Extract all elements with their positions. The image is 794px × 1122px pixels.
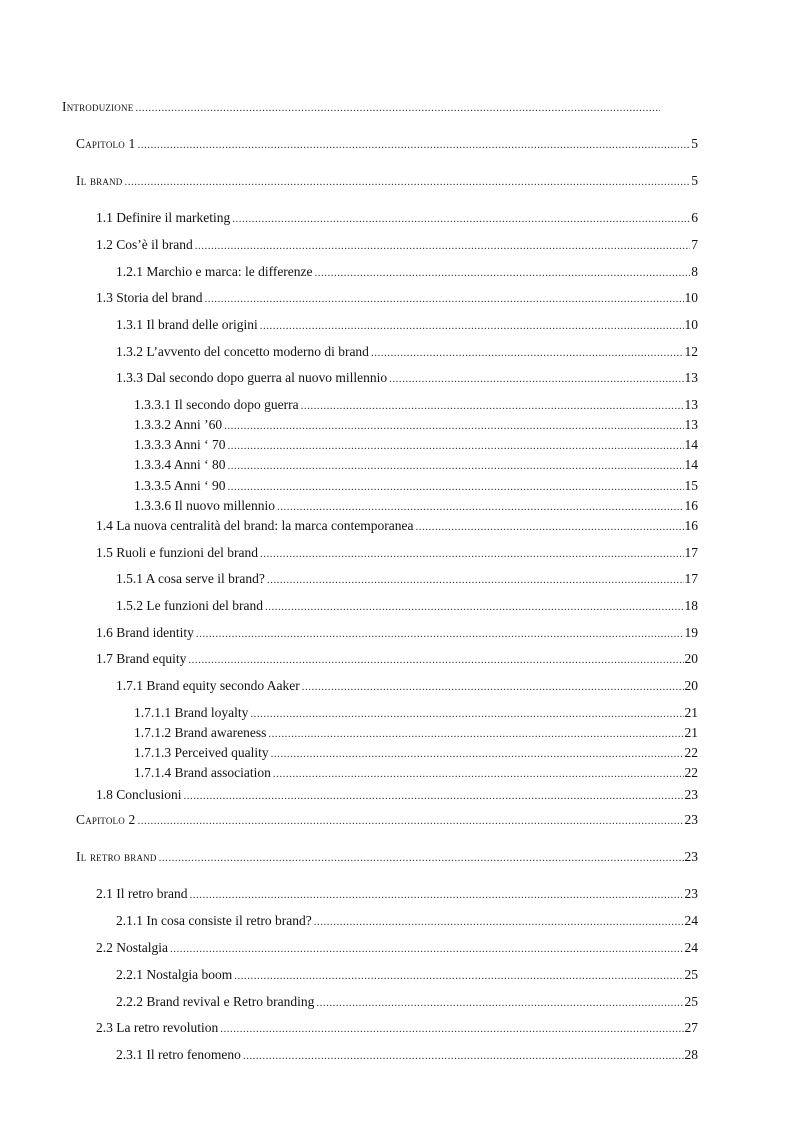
- toc-leader-dots: [302, 678, 684, 696]
- toc-entry: [116, 369, 698, 387]
- toc-leader-dots: [315, 264, 691, 282]
- toc-entry-label: 1.3.3 Dal secondo dopo guerra al nuovo millennio: [116, 370, 388, 385]
- toc-entry-page: 12: [684, 344, 698, 359]
- toc-leader-dots: [234, 967, 683, 985]
- toc-entry: [116, 316, 698, 334]
- toc-entry-page: 21: [684, 725, 698, 740]
- toc-entry: [134, 456, 698, 474]
- toc-entry-page: 14: [684, 437, 698, 452]
- toc-leader-dots: [371, 344, 684, 362]
- toc-entry: [96, 517, 698, 535]
- toc-entry: [96, 885, 698, 903]
- toc-entry-label: Capitolo 1: [76, 136, 136, 151]
- toc-entry-page: 17: [684, 545, 698, 560]
- toc-entry-page: 10: [684, 290, 698, 305]
- toc-leader-dots: [301, 397, 684, 415]
- toc-entry-page: 19: [684, 625, 698, 640]
- toc-entry: [96, 236, 698, 254]
- toc-leader-dots: [196, 625, 684, 643]
- toc-leader-dots: [314, 913, 684, 931]
- toc-entry-page: 7: [691, 237, 698, 252]
- toc-entry-page: 27: [684, 1020, 698, 1035]
- toc-entry-label: 1.4 La nuova centralità del brand: la marca contemporanea: [96, 518, 414, 533]
- toc-entry-label: 1.8 Conclusioni: [96, 787, 182, 802]
- toc-entry-label: 1.1 Definire il marketing: [96, 210, 231, 225]
- toc-leader-dots: [188, 651, 683, 669]
- toc-entry-page: 25: [684, 994, 698, 1009]
- toc-entry-label: 2.3 La retro revolution: [96, 1020, 219, 1035]
- toc-entry: [96, 1019, 698, 1037]
- toc-entry-page: 22: [684, 745, 698, 760]
- toc-entry-page: 18: [684, 598, 698, 613]
- toc-entry-page: 20: [684, 651, 698, 666]
- toc-entry-il-brand: [76, 172, 698, 190]
- toc-leader-dots: [260, 317, 684, 335]
- toc-entry-label: 1.3.3.6 Il nuovo millennio: [134, 498, 275, 513]
- toc-leader-dots: [243, 1047, 684, 1065]
- toc-entry-label: 2.1 Il retro brand: [96, 886, 188, 901]
- toc-entry-page: 20: [684, 678, 698, 693]
- toc-entry-page: 22: [684, 765, 698, 780]
- toc-entry-label: 1.3.3.2 Anni ’60: [134, 417, 223, 432]
- toc-entry: [134, 436, 698, 454]
- toc-entry-page: 16: [684, 498, 698, 513]
- toc-entry: [96, 939, 698, 957]
- toc-entry-page: 13: [684, 397, 698, 412]
- toc-entry-label: Il brand: [76, 173, 123, 188]
- toc-entry-page: 15: [684, 478, 698, 493]
- toc-leader-dots: [228, 457, 684, 475]
- toc-entry: [116, 263, 698, 281]
- toc-leader-dots: [124, 173, 690, 191]
- toc-leader-dots: [204, 290, 683, 308]
- toc-entry-label: 2.3.1 Il retro fenomeno: [116, 1047, 241, 1062]
- toc-entry-page: 23: [684, 787, 698, 802]
- toc-entry-label: 2.1.1 In cosa consiste il retro brand?: [116, 913, 312, 928]
- toc-entry-label: 2.2.1 Nostalgia boom: [116, 967, 233, 982]
- toc-leader-dots: [137, 812, 683, 830]
- toc-leader-dots: [170, 940, 684, 958]
- toc-entry-label: 1.5.2 Le funzioni del brand: [116, 598, 263, 613]
- toc-entry: [96, 209, 698, 227]
- toc-entry-label: Capitolo 2: [76, 812, 136, 827]
- toc-entry-page: 10: [684, 317, 698, 332]
- toc-entry: [116, 912, 698, 930]
- toc-entry-page: 17: [684, 571, 698, 586]
- toc-entry-capitolo-1: [76, 135, 698, 153]
- toc-entry-page: 16: [684, 518, 698, 533]
- toc-entry-label: 1.3.3.1 Il secondo dopo guerra: [134, 397, 299, 412]
- toc-entry: [116, 993, 698, 1011]
- toc-entry: [96, 624, 698, 642]
- toc-entry: [96, 544, 698, 562]
- toc-entry-label: 1.7.1.3 Perceived quality: [134, 745, 269, 760]
- toc-entry: [134, 416, 698, 434]
- toc-entry-page: 5: [691, 136, 698, 151]
- toc-leader-dots: [189, 886, 683, 904]
- toc-entry: [134, 396, 698, 414]
- toc-entry-label: 1.3.1 Il brand delle origini: [116, 317, 258, 332]
- toc-entry-label: 1.2 Cos’è il brand: [96, 237, 193, 252]
- toc-entry-label: 1.3.3.5 Anni ‘ 90: [134, 478, 226, 493]
- toc-entry: [116, 343, 698, 361]
- toc-leader-dots: [389, 370, 683, 388]
- toc-leader-dots: [316, 994, 683, 1012]
- toc-leader-dots: [135, 99, 660, 117]
- toc-entry-introduzione: [62, 98, 660, 116]
- toc-leader-dots: [159, 849, 684, 867]
- toc-leader-dots: [250, 705, 683, 723]
- toc-entry: [96, 786, 698, 804]
- toc-entry-label: 1.3.3.3 Anni ‘ 70: [134, 437, 226, 452]
- toc-entry: [134, 497, 698, 515]
- toc-entry: [96, 289, 698, 307]
- toc-entry-label: 1.5 Ruoli e funzioni del brand: [96, 545, 258, 560]
- toc-entry-label: 1.2.1 Marchio e marca: le differenze: [116, 264, 313, 279]
- toc-leader-dots: [184, 787, 684, 805]
- toc-entry-page: 5: [691, 173, 698, 188]
- toc-entry: [116, 597, 698, 615]
- toc-entry-page: 14: [684, 457, 698, 472]
- toc-entry-page: 8: [691, 264, 698, 279]
- toc-entry-label: 1.7.1.4 Brand association: [134, 765, 271, 780]
- toc-entry: [96, 650, 698, 668]
- toc-leader-dots: [271, 745, 684, 763]
- toc-entry-capitolo-2: [76, 811, 698, 829]
- toc-entry-page: 23: [684, 849, 698, 864]
- toc-entry-label: 2.2.2 Brand revival e Retro branding: [116, 994, 315, 1009]
- toc-entry-label: Introduzione: [62, 99, 134, 114]
- toc-leader-dots: [267, 571, 684, 589]
- toc-entry: [134, 704, 698, 722]
- toc-entry-page: 28: [684, 1047, 698, 1062]
- toc-leader-dots: [277, 498, 684, 516]
- toc-entry-page: 13: [684, 417, 698, 432]
- toc-entry: [134, 764, 698, 782]
- toc-entry-label: Il retro brand: [76, 849, 157, 864]
- toc-entry-page: 25: [684, 967, 698, 982]
- toc-entry: [134, 477, 698, 495]
- toc-entry-label: 1.3 Storia del brand: [96, 290, 203, 305]
- toc-entry-label: 1.7.1.1 Brand loyalty: [134, 705, 249, 720]
- toc-leader-dots: [273, 765, 684, 783]
- toc-entry-page: 23: [684, 812, 698, 827]
- toc-entry-il-retro-brand: [76, 848, 698, 866]
- toc-entry: [116, 1046, 698, 1064]
- toc-leader-dots: [260, 545, 684, 563]
- toc-entry: [116, 677, 698, 695]
- toc-entry-page: 21: [684, 705, 698, 720]
- toc-leader-dots: [137, 136, 690, 154]
- toc-entry-label: 1.3.3.4 Anni ‘ 80: [134, 457, 226, 472]
- toc-leader-dots: [232, 210, 690, 228]
- toc-entry: [134, 724, 698, 742]
- toc-leader-dots: [268, 725, 683, 743]
- toc-entry-label: 1.6 Brand identity: [96, 625, 194, 640]
- toc-entry-label: 1.5.1 A cosa serve il brand?: [116, 571, 265, 586]
- toc-leader-dots: [228, 437, 684, 455]
- toc-entry-page: 24: [684, 913, 698, 928]
- toc-entry-page: 6: [691, 210, 698, 225]
- toc-entry-label: 1.7.1 Brand equity secondo Aaker: [116, 678, 300, 693]
- toc-entry: [116, 570, 698, 588]
- toc-leader-dots: [265, 598, 684, 616]
- toc-entry-page: 23: [684, 886, 698, 901]
- toc-leader-dots: [195, 237, 691, 255]
- toc-entry-label: 1.7 Brand equity: [96, 651, 187, 666]
- toc-leader-dots: [228, 478, 684, 496]
- toc-leader-dots: [224, 417, 683, 435]
- toc-entry-page: 13: [684, 370, 698, 385]
- toc-entry: [134, 744, 698, 762]
- toc-leader-dots: [220, 1020, 683, 1038]
- toc-leader-dots: [415, 518, 683, 536]
- toc-entry-label: 1.3.2 L’avvento del concetto moderno di brand: [116, 344, 369, 359]
- toc-entry-label: 2.2 Nostalgia: [96, 940, 168, 955]
- toc-entry-page: 24: [684, 940, 698, 955]
- toc-entry: [116, 966, 698, 984]
- toc-entry-label: 1.7.1.2 Brand awareness: [134, 725, 267, 740]
